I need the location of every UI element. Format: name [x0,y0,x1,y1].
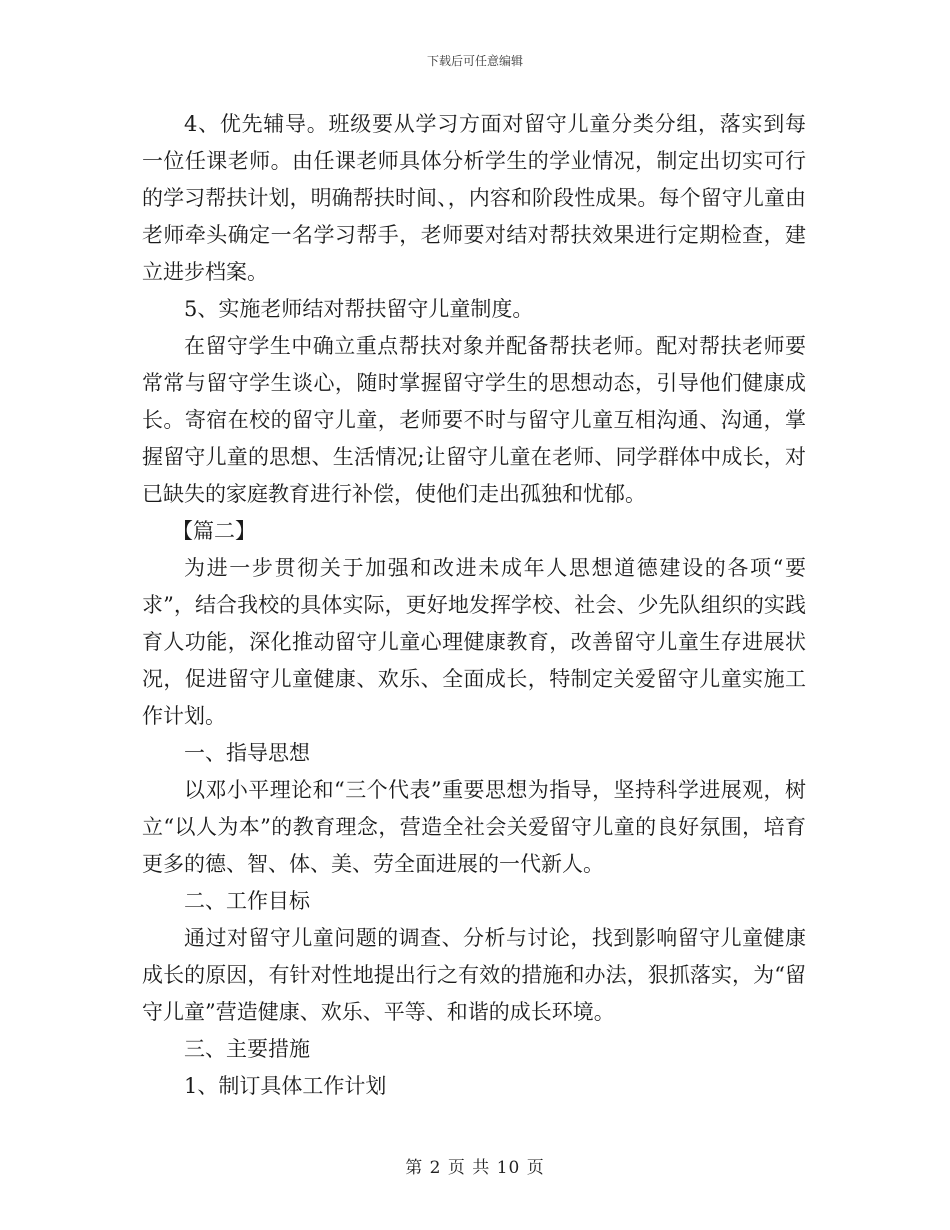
page-header: 下载后可任意编辑 [426,54,523,68]
paragraph-item-4: 4、优先辅导。班级要从学习方面对留守儿童分类分组，落实到每一位任课老师。由任课老师具体分析学生的学业情况，制定出切实可行的学习帮扶计划，明确帮扶时间、，内容和阶段性成果。每个留守儿童由老师牵头确定一名学习帮手，老师要对结对帮扶效果进行定期检查，建立进步档案。 [142,112,806,284]
paragraph-intro: 为进一步贯彻关于加强和改进未成年人思想道德建设的各项“要求”，结合我校的具体实际，更好地发挥学校、社会、少先队组织的实践育人功能，深化推动留守儿童心理健康教育，改善留守儿童生存进展状况，促进留守儿童健康、欢乐、全面成长，特制定关爱留守儿童实施工作计划。 [142,556,806,728]
paragraph-pairing: 在留守学生中确立重点帮扶对象并配备帮扶老师。配对帮扶老师要常常与留守学生谈心，随时掌握留守学生的思想动态，引导他们健康成长。寄宿在校的留守儿童，老师要不时与留守儿童互相沟通、沟通，掌握留守儿童的思想、生活情况;让留守儿童在老师、同学群体中成长，对已缺失的家庭教育进行补偿，使他们走出孤独和忧郁。 [142,334,806,506]
section-heading-work-goals: 二、工作目标 [184,889,310,913]
paragraph-measure-1: 1、制订具体工作计划 [184,1074,387,1098]
page-footer: 第 2 页 共 10 页 [405,1158,545,1178]
paragraph-guiding-thought: 以邓小平理论和“三个代表”重要思想为指导，坚持科学进展观，树立“以人为本”的教育理念，营造全社会关爱留守儿童的良好氛围，培育更多的德、智、体、美、劳全面进展的一代新人。 [142,778,806,876]
section-heading-part2: 【篇二】 [172,519,256,543]
document-body [142,106,806,1105]
paragraph-item-5: 5、实施老师结对帮扶留守儿童制度。 [184,297,534,321]
section-heading-guiding-thought: 一、指导思想 [184,741,310,765]
section-heading-main-measures: 三、主要措施 [184,1037,310,1061]
paragraph-work-goals: 通过对留守儿童问题的调查、分析与讨论，找到影响留守儿童健康成长的原因，有针对性地提出行之有效的措施和办法，狠抓落实，为“留守儿童”营造健康、欢乐、平等、和谐的成长环境。 [142,926,806,1024]
